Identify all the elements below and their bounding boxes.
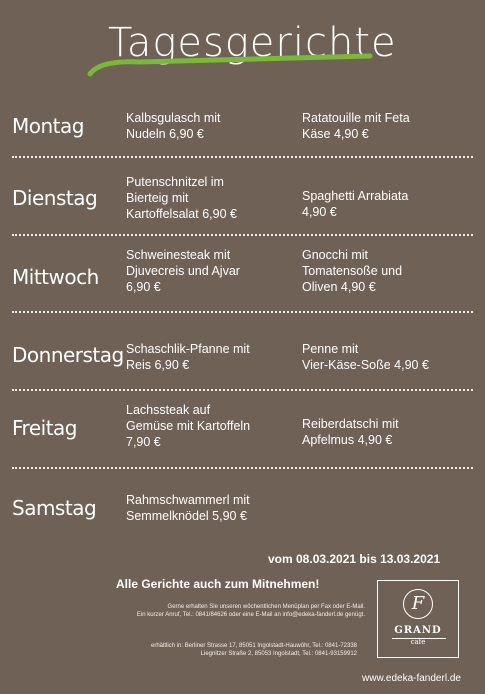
grand-cafe-logo xyxy=(377,580,459,658)
dish-line: Penne mit xyxy=(302,342,359,356)
address-info xyxy=(151,642,357,658)
dish-main xyxy=(126,341,286,373)
day-label: Freitag xyxy=(12,416,77,440)
dish-line: Kartoffelsalat 6,90 € xyxy=(126,207,237,221)
green-swoosh-underline xyxy=(80,52,380,82)
dish-line: Tomatensoße und xyxy=(302,264,403,278)
dish-line: Käse 4,90 € xyxy=(302,127,369,141)
dish-line: Spaghetti Arrabiata xyxy=(302,189,409,203)
dish-line: Gemüse mit Kartoffeln xyxy=(126,419,251,433)
dish-line: Vier-Käse-Soße 4,90 € xyxy=(302,358,429,372)
dish-line: Semmelknödel 5,90 € xyxy=(126,509,247,523)
info-line: Gerne erhalten Sie unseren wöchentlichen Menüplan per Fax oder E-Mail. xyxy=(167,604,365,610)
dotted-divider xyxy=(12,156,473,158)
dish-line: Oliven 4,90 € xyxy=(302,280,376,294)
dish-line: Reis 6,90 € xyxy=(126,358,190,372)
day-label: Mittwoch xyxy=(12,265,99,289)
dish-vegetarian xyxy=(302,110,477,142)
dish-line: Reiberdatschi mit xyxy=(302,417,399,431)
dish-line: 4,90 € xyxy=(302,205,337,219)
dish-vegetarian xyxy=(302,416,477,448)
website-link[interactable]: www.edeka-fanderl.de xyxy=(362,673,461,684)
address-line: erhältlich in: Berliner Strasse 17, 85051 Ingolstadt-Hauwöhr, Tel.: 0841-72338 xyxy=(150,643,357,649)
dish-main xyxy=(126,174,286,222)
logo-name: GRAND xyxy=(394,625,442,636)
header xyxy=(0,0,485,90)
dish-line: Gnocchi mit xyxy=(302,248,368,262)
dish-line: Schweinesteak mit xyxy=(126,248,231,262)
dish-line: Djuvecreis und Ajvar xyxy=(126,264,240,278)
info-line: Ein kurzer Anruf, Tel.: 0841/84626 oder eine E-Mail an info@edeka-fanderl.de genügt. xyxy=(136,612,365,618)
dish-vegetarian xyxy=(302,188,477,220)
dish-line: Nudeln 6,90 € xyxy=(126,127,204,141)
dotted-divider xyxy=(12,389,473,391)
dish-line: Rahmschwammerl mit xyxy=(126,493,250,507)
dotted-divider xyxy=(12,234,473,236)
dish-vegetarian xyxy=(302,247,477,295)
dish-line: 7,90 € xyxy=(126,435,161,449)
dotted-divider xyxy=(12,467,473,469)
dish-main xyxy=(126,492,296,524)
dish-main xyxy=(126,110,286,142)
day-label: Donnerstag xyxy=(12,343,124,367)
day-label: Samstag xyxy=(12,496,97,520)
dish-line: Schaschlik-Pfanne mit xyxy=(126,342,250,356)
dish-line: Putenschnitzel im xyxy=(126,175,224,189)
takeaway-notice: Alle Gerichte auch zum Mitnehmen! xyxy=(116,577,320,591)
logo-subtitle: café xyxy=(410,638,426,646)
order-info xyxy=(137,603,365,619)
dish-vegetarian xyxy=(302,341,477,373)
day-label: Montag xyxy=(12,114,84,138)
dish-line: Ratatouille mit Feta xyxy=(302,111,410,125)
dotted-divider xyxy=(12,311,473,313)
dish-main xyxy=(126,247,286,295)
dish-line: Kalbsgulasch mit xyxy=(126,111,221,125)
day-label: Dienstag xyxy=(12,186,98,210)
date-range: vom 08.03.2021 bis 13.03.2021 xyxy=(268,552,441,566)
address-line: Liegnitzer Straße 2, 85053 Ingolstadt, Tel.: 0841-93159912 xyxy=(200,651,357,657)
dish-line: Bierteig mit xyxy=(126,191,189,205)
dish-line: Lachssteak auf xyxy=(126,403,211,417)
dish-line: 6,90 € xyxy=(126,280,161,294)
dish-main xyxy=(126,402,286,450)
page-title: Tagesgerichte xyxy=(108,20,397,66)
dish-line: Apfelmus 4,90 € xyxy=(302,433,393,447)
logo-monogram: F xyxy=(403,589,433,619)
